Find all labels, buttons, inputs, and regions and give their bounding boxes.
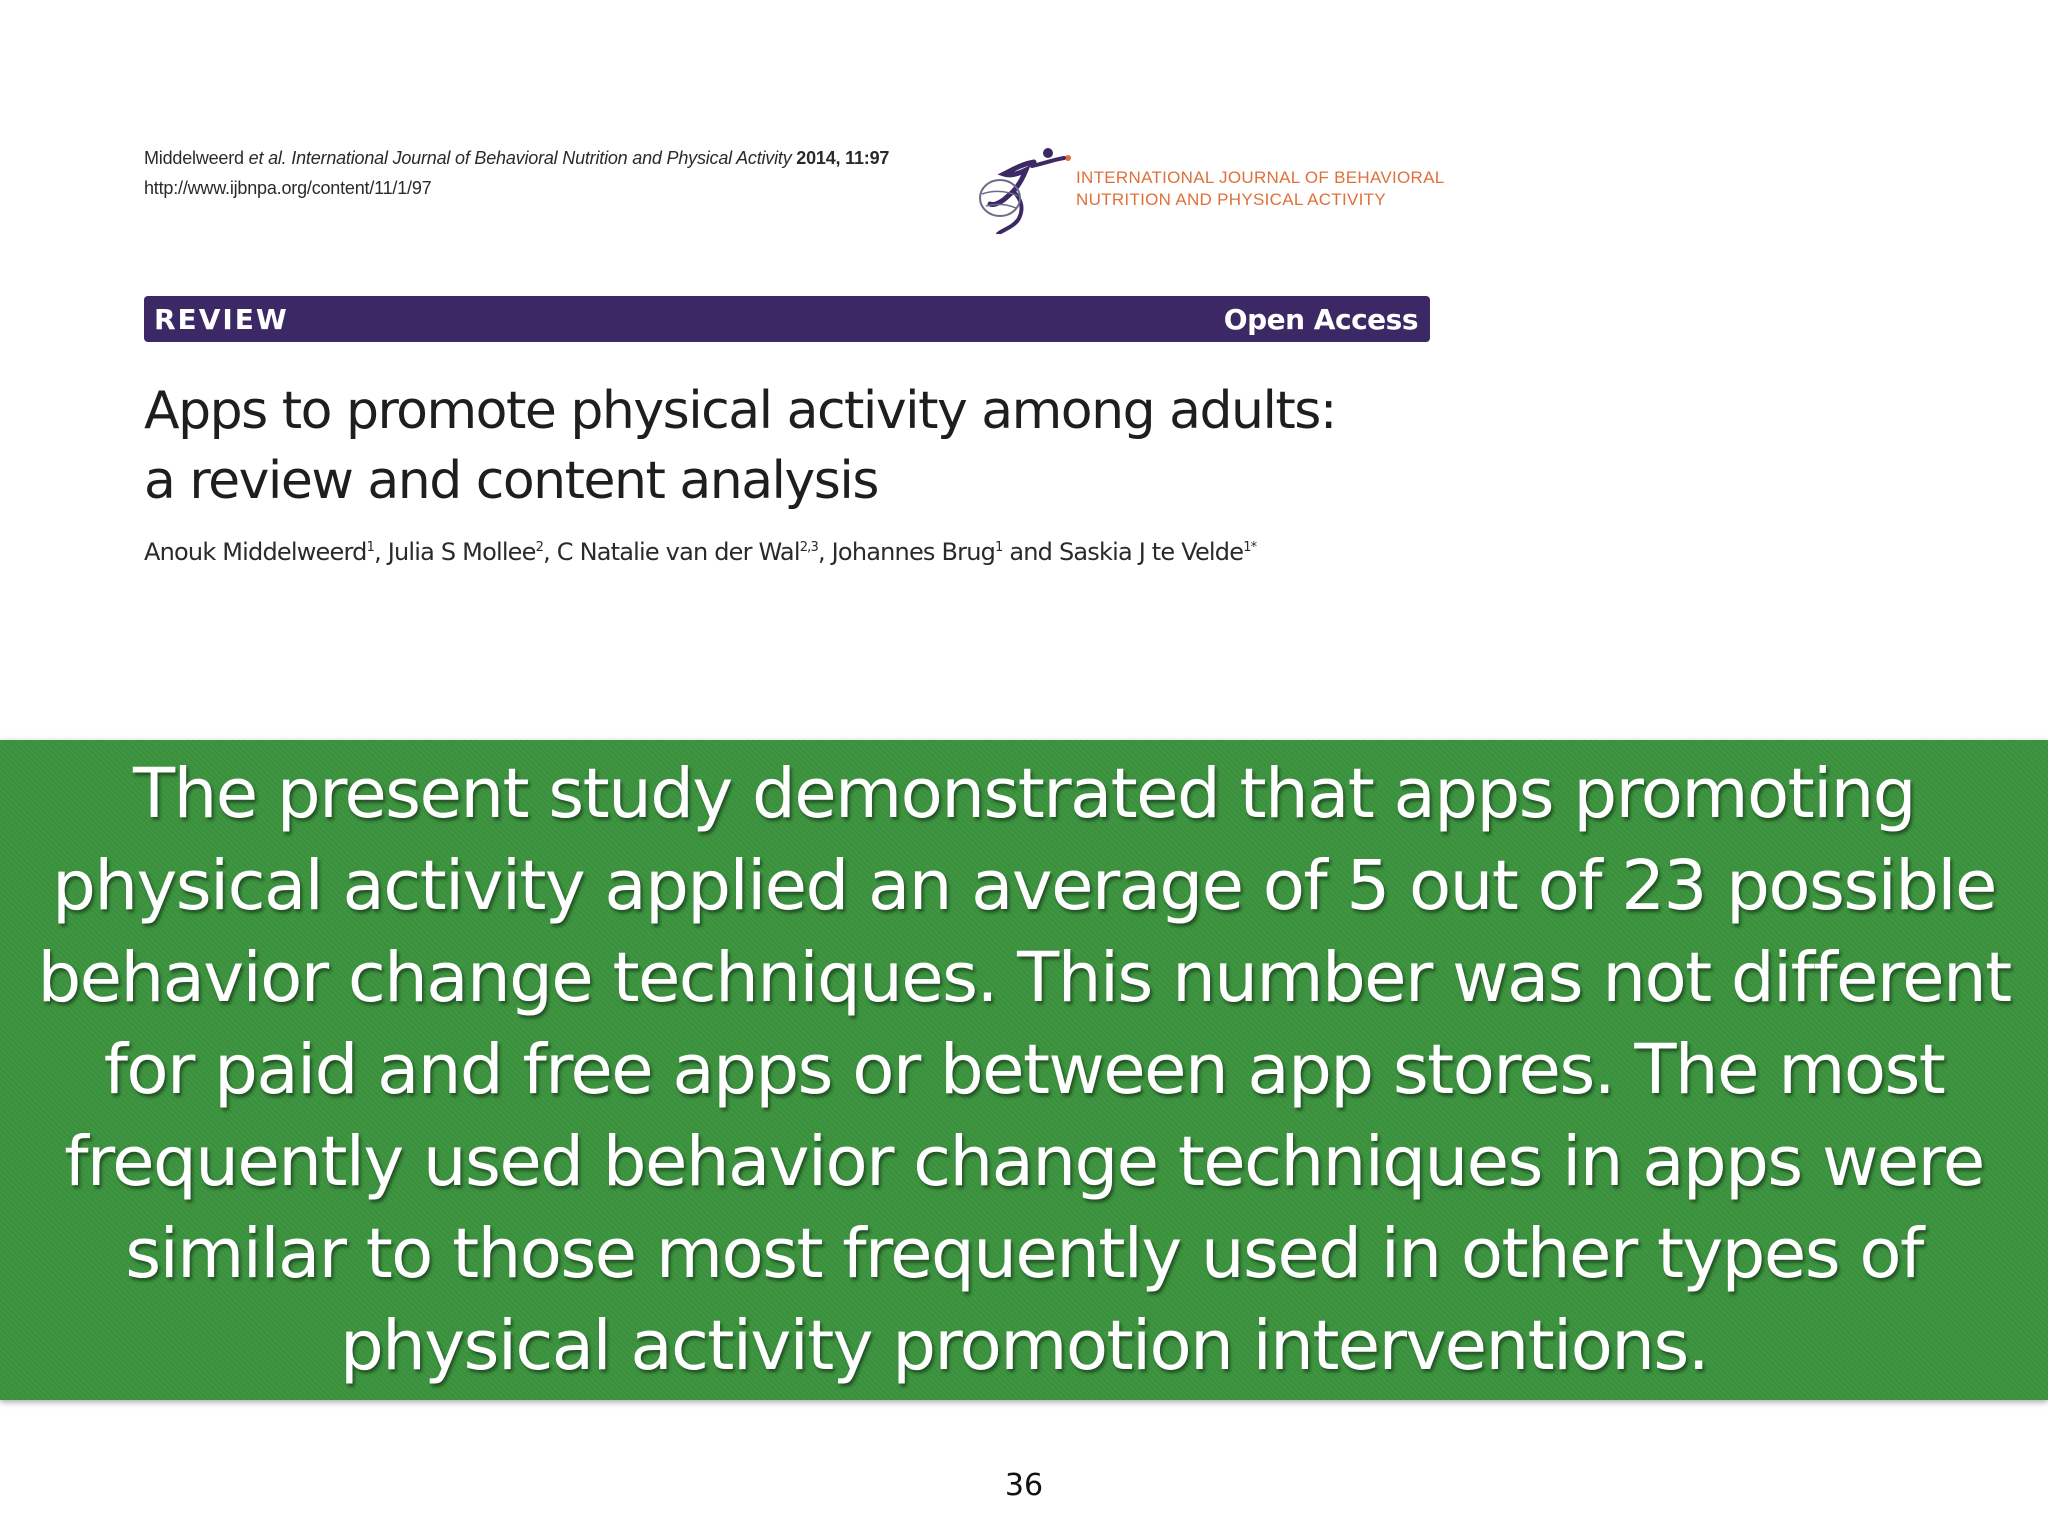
- open-access-label: Open Access: [1223, 302, 1418, 336]
- citation-line: [144, 143, 964, 173]
- author-affiliation: 2,3: [799, 540, 818, 555]
- author-affiliation: 1: [366, 540, 375, 555]
- author-separator: ,: [374, 538, 388, 566]
- running-figure-logo-icon: [972, 144, 1072, 234]
- quote-text: The present study demonstrated that apps promoting physical activity applied an average of 5 out of 23 possible behavior change techniques. This number was not different for paid and free apps or between app stores. The most frequently used behavior change techniques in apps were similar to those most frequently used in other types of physical activity promotion interventions.: [37, 754, 2011, 1386]
- paper-citation: [144, 143, 964, 203]
- author-affiliation: 2: [535, 540, 544, 555]
- page-number: 36: [1004, 1468, 1044, 1503]
- author-affiliation: 1*: [1243, 540, 1257, 555]
- citation-journal: International Journal of Behavioral Nutrition and Physical Activity: [291, 148, 792, 168]
- citation-authors: Middelweerd: [144, 148, 244, 168]
- author-affiliation: 1: [995, 540, 1003, 555]
- paper-title-line2: a review and content analysis: [144, 451, 878, 511]
- author-separator: and: [1002, 538, 1059, 566]
- citation-volume: 2014, 11:97: [791, 148, 890, 168]
- author-separator: ,: [543, 538, 557, 566]
- author-list: [144, 538, 1444, 566]
- journal-wordmark: [1076, 167, 1546, 211]
- paper-title-line1: Apps to promote physical activity among adults:: [144, 381, 1336, 441]
- journal-wordmark-line2: NUTRITION AND PHYSICAL ACTIVITY: [1076, 190, 1386, 209]
- author-name: Saskia J te Velde: [1058, 538, 1244, 566]
- paper-title: [144, 376, 1444, 516]
- article-type-label: REVIEW: [154, 302, 289, 336]
- journal-wordmark-line1: INTERNATIONAL JOURNAL OF BEHAVIORAL: [1076, 168, 1445, 187]
- article-type-banner: [144, 296, 1430, 342]
- author-name: Anouk Middelweerd: [144, 538, 367, 566]
- author-name: Johannes Brug: [831, 538, 996, 566]
- quote-panel: [0, 740, 2048, 1400]
- citation-etal: et al.: [243, 148, 292, 168]
- author-name: C Natalie van der Wal: [556, 538, 800, 566]
- author-name: Julia S Mollee: [387, 538, 536, 566]
- citation-url: http://www.ijbnpa.org/content/11/1/97: [144, 178, 432, 198]
- author-separator: ,: [817, 538, 832, 566]
